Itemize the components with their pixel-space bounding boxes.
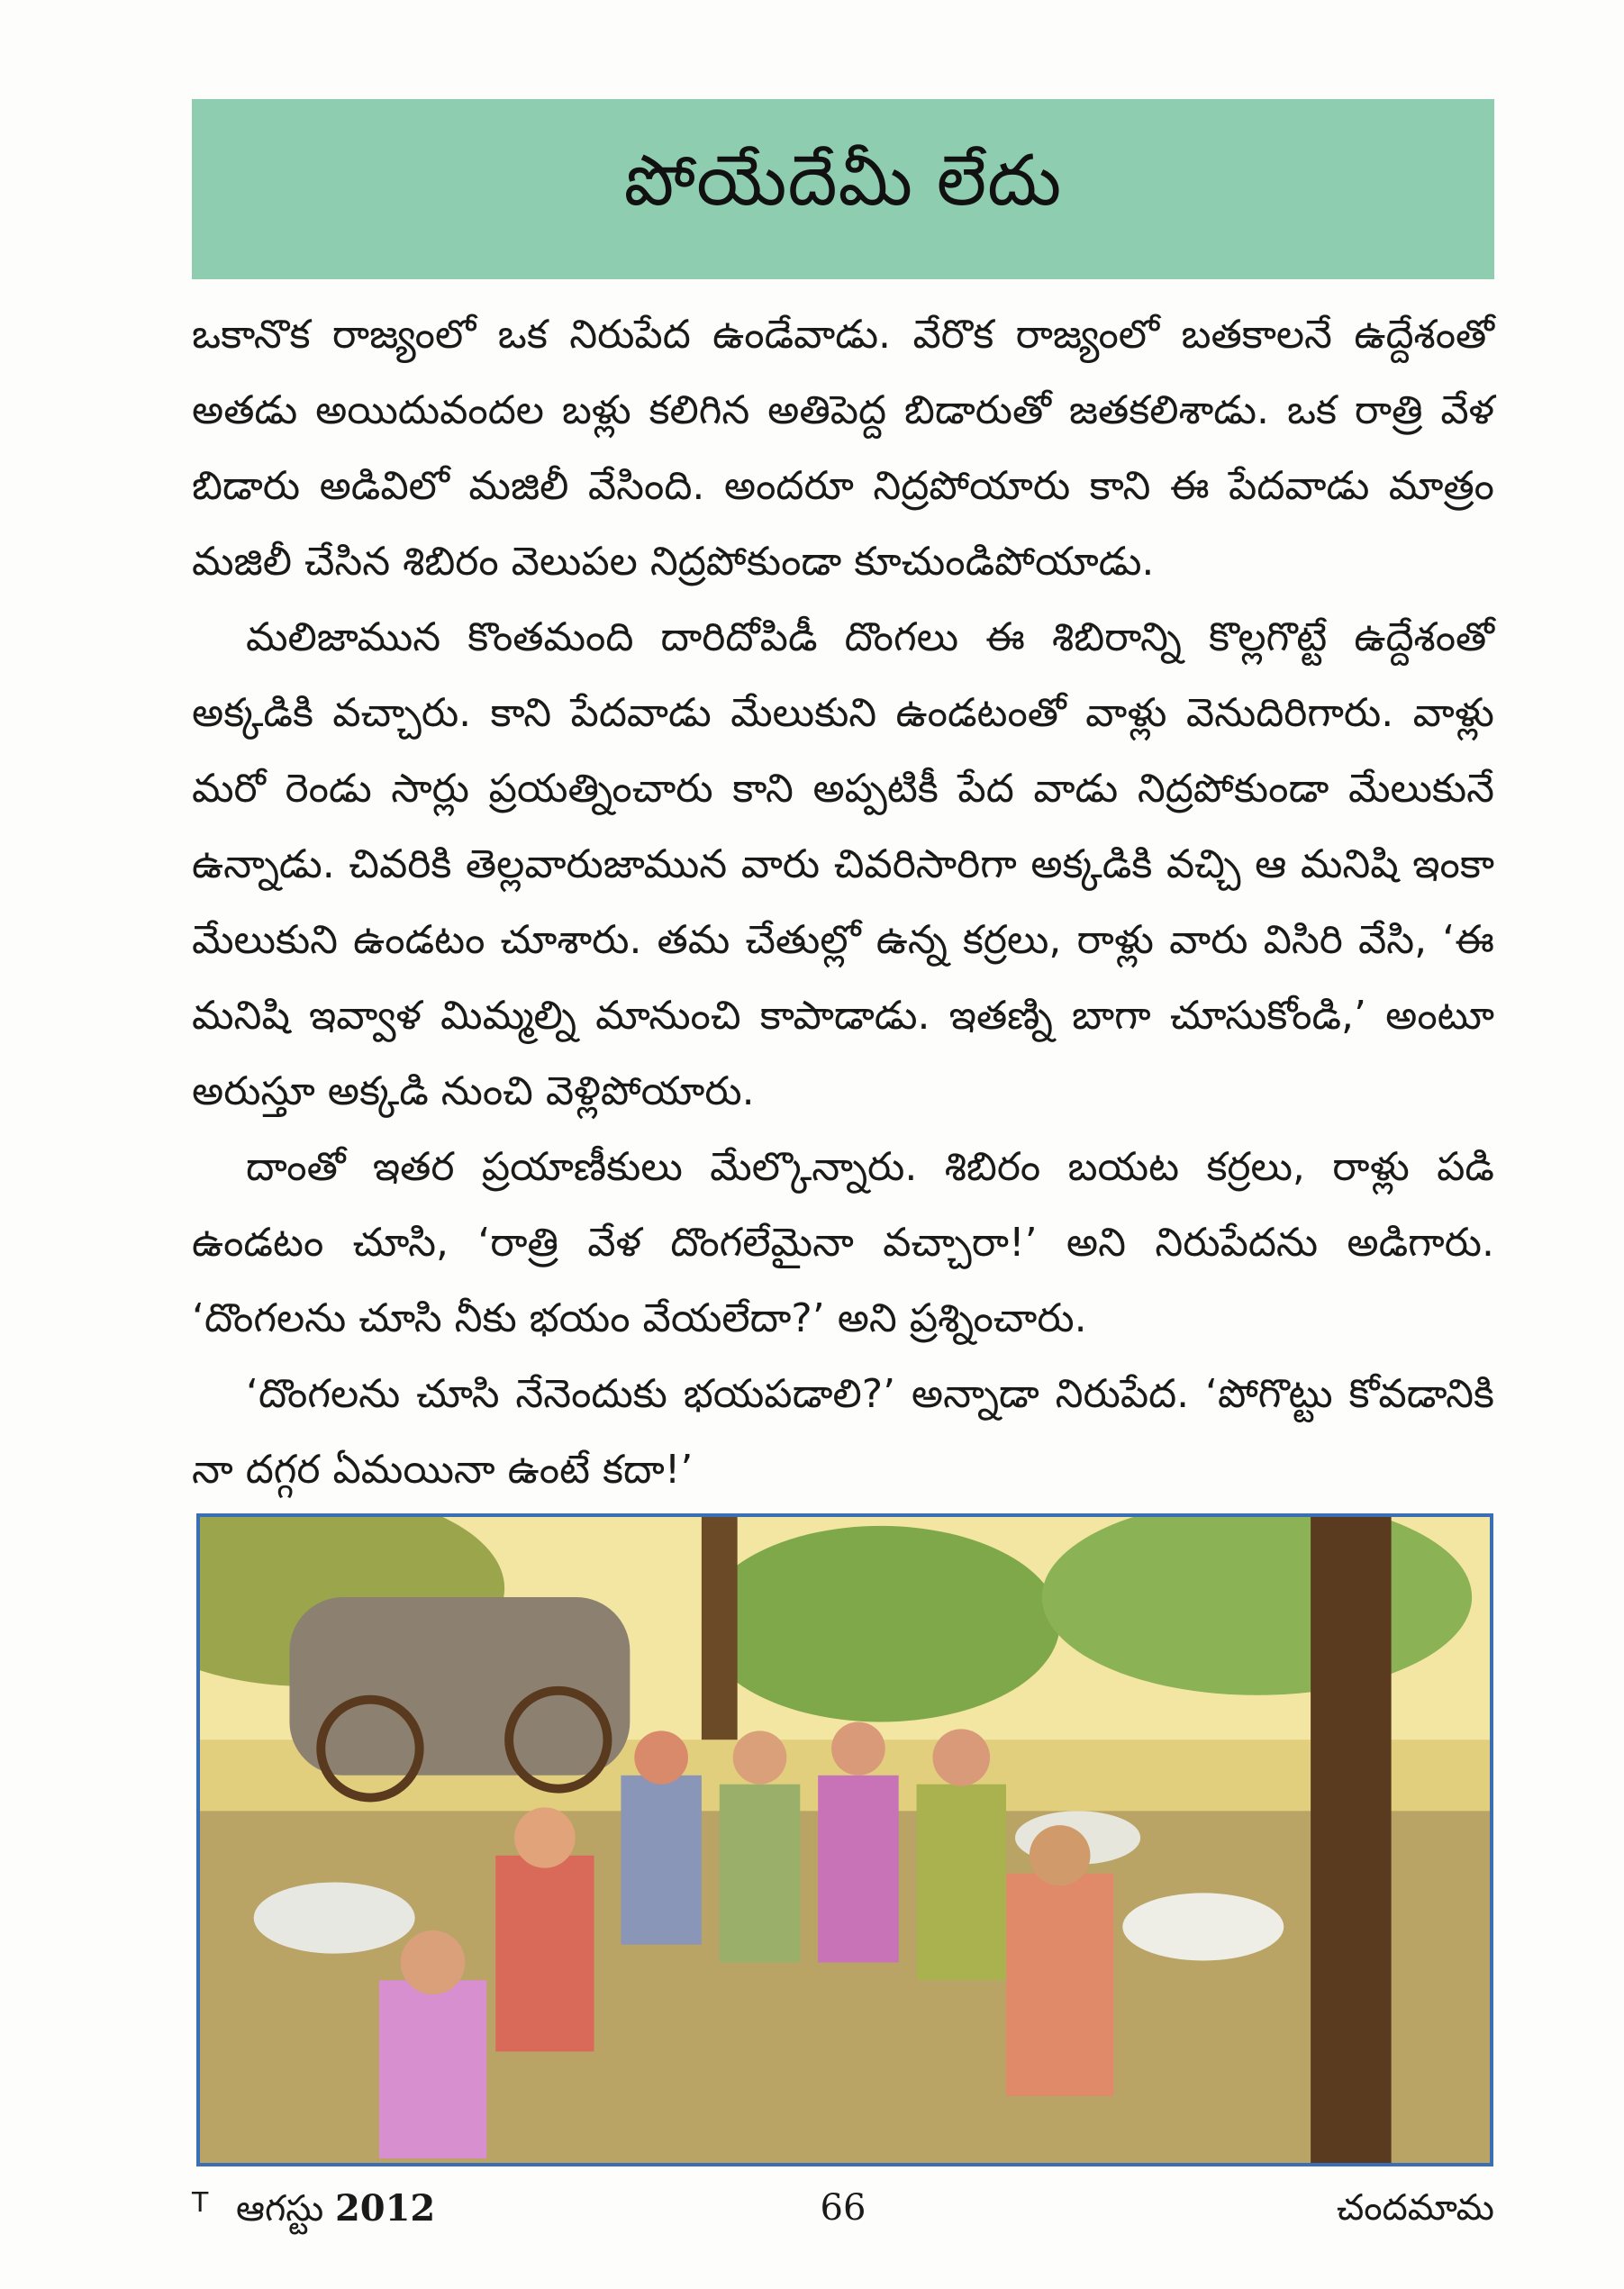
story-paragraph-2: మలిజామున కొంతమంది దారిదోపిడీ దొంగలు ఈ శిబిరాన్ని కొల్లగొట్టే ఉద్దేశంతో అక్కడికి వచ్చారు. కాని పేదవాడు మేలుకుని ఉండటంతో వాళ్లు వెనుదిరిగారు. వాళ్లు మరో రెండు సార్లు ప్రయత్నించారు కాని అప్పటికీ పేద వాడు నిద్రపోకుండా మేలుకునే ఉన్నాడు. చివరికి తెల్లవారుజామున వారు చివరిసారిగా అక్కడికి వచ్చి ఆ మనిషి ఇంకా మేలుకుని ఉండటం చూశారు. తమ చేతుల్లో ఉన్న కర్రలు, రాళ్లు వారు విసిరి వేసి, ‘ఈ మనిషి ఇవ్వాళ మిమ్మల్ని మానుంచి కాపాడాడు. ఇతణ్ని బాగా చూసుకోండి,’ అంటూ అరుస్తూ అక్కడి నుంచి వెళ్లిపోయారు. <box>192 614 1494 1114</box>
story-paragraph-3: దాంతో ఇతర ప్రయాణీకులు మేల్కొన్నారు. శిబిరం బయట కర్రలు, రాళ్లు పడి ఉండటం చూసి, ‘రాత్రి వేళ దొంగలేమైనా వచ్చారా!’ అని నిరుపేదను అడిగారు. ‘దొంగలను చూసి నీకు భయం వేయలేదా?’ అని ప్రశ్నించారు. <box>192 1144 1494 1341</box>
page-number: 66 <box>820 2187 866 2229</box>
footer-year: 2012 <box>334 2187 436 2230</box>
footer-mark: T <box>192 2187 209 2219</box>
story-paragraph-1: ఒకానొక రాజ్యంలో ఒక నిరుపేద ఉండేవాడు. వేరొక రాజ్యంలో బతకాలనే ఉద్దేశంతో అతడు అయిదువందల బళ్లు కలిగిన అతిపెద్ద బిడారుతో జతకలిశాడు. ఒక రాత్రి వేళ బిడారు అడివిలో మజిలీ వేసింది. అందరూ నిద్రపోయారు కాని ఈ పేదవాడు మాత్రం మజిలీ చేసిన శిబిరం వెలుపల నిద్రపోకుండా కూచుండిపోయాడు. <box>192 312 1494 585</box>
footer-month: ఆగస్టు <box>236 2188 324 2230</box>
story-paragraph-4: ‘దొంగలను చూసి నేనెందుకు భయపడాలి?’ అన్నాడా నిరుపేద. ‘పోగొట్టు కోవడానికి నా దగ్గర ఏమయినా ఉంటే కదా!’ <box>192 1371 1494 1493</box>
story-body <box>192 297 1494 1508</box>
story-illustration <box>196 1513 1493 2166</box>
magazine-name: చందమామ <box>1336 2187 1494 2229</box>
title-banner <box>192 99 1494 279</box>
story-title: పోయేదేమీ లేదు <box>623 140 1063 222</box>
page-footer <box>192 2187 1494 2241</box>
illustration-scene <box>200 1517 1490 2163</box>
